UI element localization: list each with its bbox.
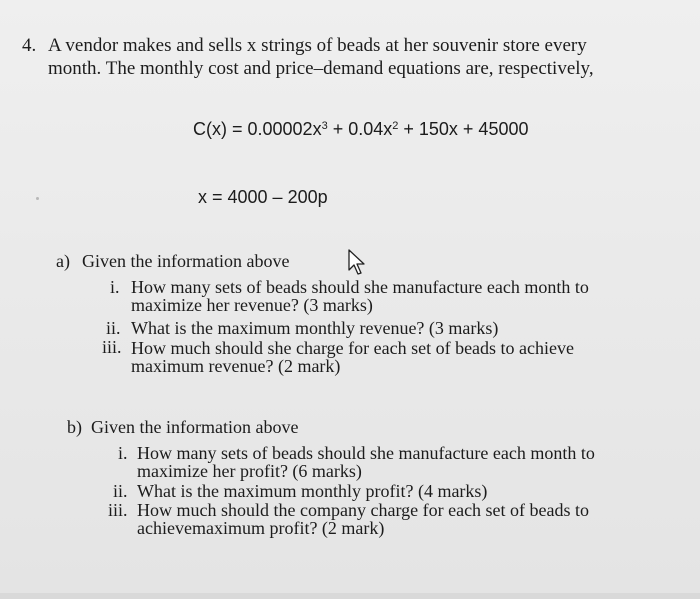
part-b-item-1-number: i. [118,443,128,463]
question-number: 4. [22,35,37,56]
question-text-line-1: A vendor makes and sells x strings of beads at her souvenir store every [48,35,587,56]
part-a-item-1-line-1: How many sets of beads should she manufacture each month to [131,277,589,297]
cost-exponent-squared: 2 [392,120,399,132]
cost-equation-lhs: C(x) = 0.00002x [193,119,322,139]
part-b-intro: Given the information above [91,417,299,437]
demand-equation: x = 4000 – 200p [198,187,328,207]
part-a-intro: Given the information above [82,251,290,271]
part-b-label: b) [67,417,82,437]
part-b-item-3-line-1: How much should the company charge for each set of beads to [137,500,590,520]
part-a-item-1-number: i. [110,277,120,297]
part-b-item-1-line-1: How many sets of beads should she manufacture each month to [137,443,595,463]
page-bottom-edge [0,593,700,599]
question-text-line-2: month. The monthly cost and price–demand equations are, respectively, [48,58,594,79]
page-speck [36,197,39,200]
cost-equation-rhs: + 150x + 45000 [398,119,529,139]
part-b-item-3-line-2: achievemaximum profit? (2 mark) [137,518,385,538]
part-a-item-3-number: iii. [102,337,122,357]
cost-equation [193,119,529,139]
part-b-item-2-line-1: What is the maximum monthly profit? (4 marks) [137,481,488,501]
part-b-item-2-number: ii. [113,481,128,501]
mouse-pointer-icon [346,248,374,278]
part-b-item-3-number: iii. [108,500,128,520]
part-b-item-1-line-2: maximize her profit? (6 marks) [137,461,362,481]
part-a-item-3-line-2: maximum revenue? (2 mark) [131,356,341,376]
part-a-item-2-line-1: What is the maximum monthly revenue? (3 marks) [131,318,499,338]
cost-exponent-cubed: 3 [321,120,328,132]
cost-equation-mid: + 0.04x [327,119,393,139]
part-a-item-3-line-1: How much should she charge for each set of beads to achieve [131,338,575,358]
part-a-item-2-number: ii. [106,318,121,338]
part-a-label: a) [56,251,70,271]
part-a-item-1-line-2: maximize her revenue? (3 marks) [131,295,373,315]
